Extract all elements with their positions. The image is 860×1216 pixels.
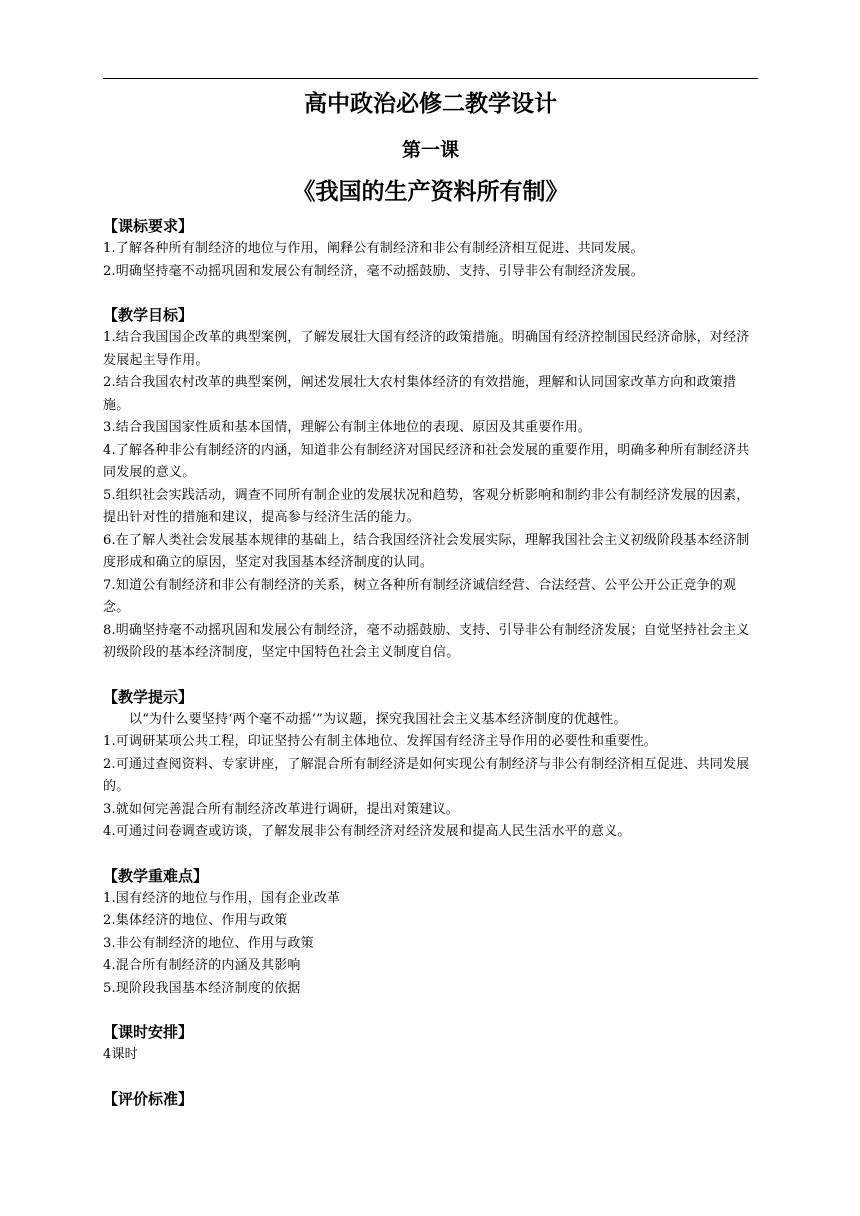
list-item: 3.就如何完善混合所有制经济改革进行调研，提出对策建议。 xyxy=(103,801,460,817)
list-item: 4.可通过问卷调查或访谈，了解发展非公有制经济对经济发展和提高人民生活水平的意义。 xyxy=(103,824,631,839)
list-item: 3.非公有制经济的地位、作用与政策 xyxy=(103,935,314,951)
list-item: 1.国有经济的地位与作用，国有企业改革 xyxy=(103,890,341,906)
section-gap xyxy=(103,1000,758,1021)
list-item: 1.可调研某项公共工程，印证坚持公有制主体地位、发挥国有经济主导作用的必要性和重要性。 xyxy=(103,734,658,749)
section-key-points xyxy=(103,865,758,1001)
list-item: 2.明确坚持毫不动摇巩固和发展公有制经济，毫不动摇鼓励、支持、引导非公有制经济发展。 xyxy=(103,263,644,279)
list-item: 4.混合所有制经济的内涵及其影响 xyxy=(103,958,301,973)
lesson-topic: 《我国的生产资料所有制》 xyxy=(292,179,569,205)
list-item: 2.结合我国农村改革的典型案例，阐述发展壮大农村集体经济的有效措施，理解和认同国家改革方向和政策措施。 xyxy=(103,375,737,413)
section-gap xyxy=(103,1067,758,1088)
section-schedule xyxy=(103,1021,758,1067)
document-title: 高中政治必修二教学设计 xyxy=(304,91,557,117)
section-heading: 【评价标准】 xyxy=(103,1089,194,1108)
section-heading: 【教学重难点】 xyxy=(103,866,209,885)
list-item: 1.了解各种所有制经济的地位与作用，阐释公有制经济和非公有制经济相互促进、共同发展。 xyxy=(103,241,644,256)
list-item: 1.结合我国国企改革的典型案例，了解发展壮大国有经济的政策措施。明确国有经济控制国民经济命脉，对经济发展起主导作用。 xyxy=(103,330,750,368)
schedule-text: 4课时 xyxy=(103,1047,138,1062)
list-item: 5.现阶段我国基本经济制度的依据 xyxy=(103,980,301,996)
section-gap xyxy=(103,844,758,865)
list-item: 2.集体经济的地位、作用与政策 xyxy=(103,913,288,928)
section-gap xyxy=(103,665,758,686)
section-evaluation xyxy=(103,1088,758,1110)
list-item: 2.可通过查阅资料、专家讲座，了解混合所有制经济是如何实现公有制经济与非公有制经济相互促进、共同发展的。 xyxy=(103,756,750,794)
header-rule xyxy=(103,78,758,79)
section-heading: 【课时安排】 xyxy=(103,1023,194,1041)
section-heading: 【教学提示】 xyxy=(103,687,194,706)
section-heading: 【教学目标】 xyxy=(103,306,194,324)
lesson-number: 第一课 xyxy=(401,139,459,161)
section-gap xyxy=(103,283,758,304)
section-tips xyxy=(103,686,758,844)
list-item: 4.了解各种非公有制经济的内涵，知道非公有制经济对国民经济和社会发展的重要作用，明确多种所有制经济共同发展的意义。 xyxy=(103,442,750,480)
tips-intro: 以“为什么要坚持‘两个毫不动摇’”为议题，探究我国社会主义基本经济制度的优越性。 xyxy=(129,711,627,727)
list-item: 8.明确坚持毫不动摇巩固和发展公有制经济，毫不动摇鼓励、支持、引导非公有制经济发展；自觉坚持社会主义初级阶段的基本经济制度，坚定中国特色社会主义制度自信。 xyxy=(103,622,750,660)
document-body xyxy=(103,215,758,1111)
list-item: 6.在了解人类社会发展基本规律的基础上，结合我国经济社会发展实际，理解我国社会主义初级阶段基本经济制度形成和确立的原因，坚定对我国基本经济制度的认同。 xyxy=(103,532,750,570)
section-objectives xyxy=(103,304,758,665)
section-curriculum xyxy=(103,215,758,283)
list-item: 7.知道公有制经济和非公有制经济的关系，树立各种所有制经济诚信经营、合法经营、公平公开公正竞争的观念。 xyxy=(103,577,737,615)
list-item: 5.组织社会实践活动，调查不同所有制企业的发展状况和趋势，客观分析影响和制约非公有制经济发展的因素，提出针对性的措施和建议，提高参与经济生活的能力。 xyxy=(103,487,750,525)
section-heading: 【课标要求】 xyxy=(103,217,194,235)
list-item: 3.结合我国国家性质和基本国情，理解公有制主体地位的表现、原因及其重要作用。 xyxy=(103,420,592,435)
